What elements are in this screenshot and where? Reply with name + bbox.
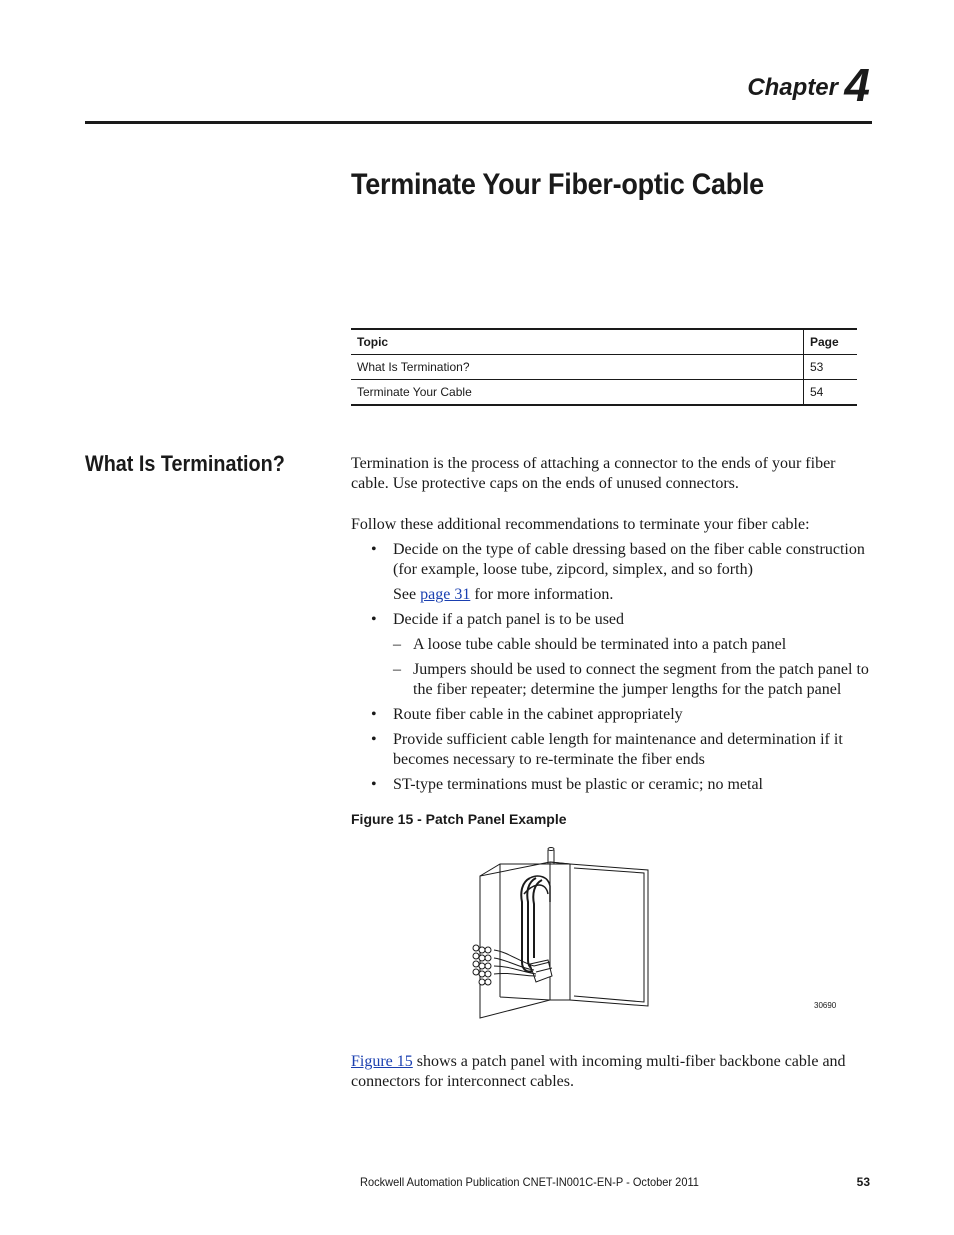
footer-page-number: 53	[856, 1175, 870, 1189]
figure-15-link[interactable]: Figure 15	[351, 1053, 413, 1070]
chapter-divider	[85, 121, 872, 124]
bullet-cable-length: Provide sufficient cable length for maintenance and determination if it becomes necessary to re-terminate the fiber ends	[393, 731, 843, 768]
table-header-topic: Topic	[351, 329, 804, 355]
bullet-patch-panel: Decide if a patch panel is to be used	[393, 611, 625, 628]
table-header-row	[351, 329, 857, 355]
figure-caption: Figure 15 - Patch Panel Example	[351, 811, 567, 827]
dash-marker: –	[393, 661, 401, 678]
table-cell-page: 54	[804, 380, 858, 406]
page-31-link[interactable]: page 31	[420, 586, 471, 603]
patch-panel-illustration	[464, 842, 844, 1022]
figure-id: 30690	[814, 1001, 837, 1010]
bullet-marker: •	[371, 731, 377, 748]
recommendations-intro: Follow these additional recommendations to terminate your fiber cable:	[351, 516, 810, 533]
intro-paragraph: Termination is the process of attaching a connector to the ends of your fiber cable. Use protective caps on the ends of unused connectors.	[351, 455, 836, 492]
table-cell-topic: What Is Termination?	[351, 355, 804, 380]
table-row	[351, 380, 857, 406]
dash-marker: –	[393, 636, 401, 653]
subitem-jumpers: Jumpers should be used to connect the segment from the patch panel to the fiber repeater; determine the jumper lengths for the patch panel	[413, 661, 869, 698]
subitem-loose-tube: A loose tube cable should be terminated into a patch panel	[413, 636, 787, 653]
table-header-page: Page	[804, 329, 858, 355]
see-reference	[393, 585, 873, 605]
footer-publication: Rockwell Automation Publication CNET-IN001C-EN-P - October 2011	[360, 1175, 699, 1189]
chapter-label: Chapter	[747, 74, 838, 101]
bullet-route-cable: Route fiber cable in the cabinet appropriately	[393, 706, 683, 723]
page-title: Terminate Your Fiber-optic Cable	[351, 168, 764, 201]
figure-description	[351, 1052, 876, 1092]
bullet-st-type: ST-type terminations must be plastic or ceramic; no metal	[393, 776, 763, 793]
figure-description-text: shows a patch panel with incoming multi-fiber backbone cable and connectors for interconnect cables.	[351, 1053, 846, 1090]
see-suffix: for more information.	[470, 586, 614, 603]
see-prefix: See	[393, 586, 421, 603]
bullet-marker: •	[371, 541, 377, 558]
section-heading: What Is Termination?	[85, 451, 285, 476]
topic-table	[351, 328, 857, 406]
table-row	[351, 355, 857, 380]
bullet-marker: •	[371, 706, 377, 723]
bullet-marker: •	[371, 611, 377, 628]
bullet-marker: •	[371, 776, 377, 793]
bullet-cable-dressing: Decide on the type of cable dressing based on the fiber cable construction (for example, loose tube, zipcord, simplex, and so forth)	[393, 541, 865, 578]
chapter-number: 4	[844, 59, 870, 111]
table-cell-topic: Terminate Your Cable	[351, 380, 804, 406]
table-cell-page: 53	[804, 355, 858, 380]
